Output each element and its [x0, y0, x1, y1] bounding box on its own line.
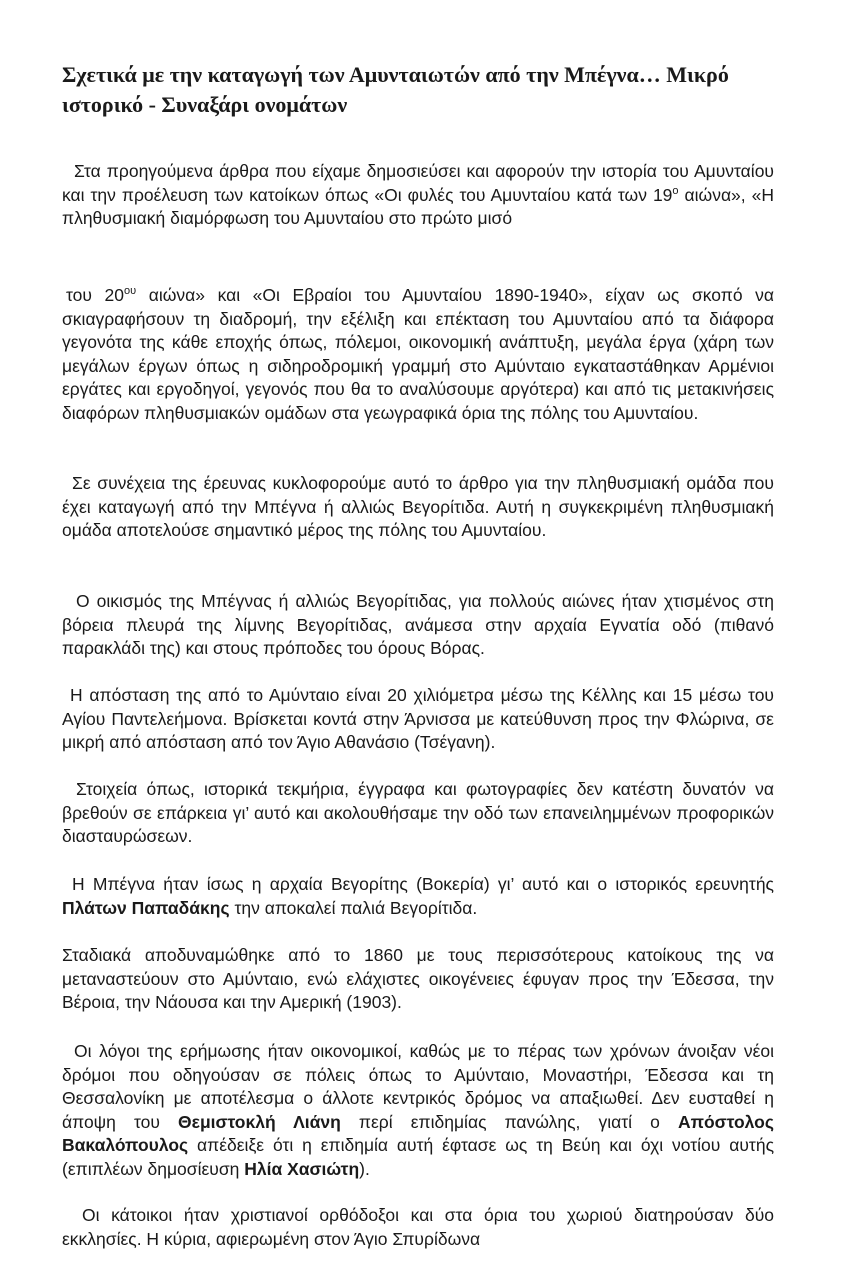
paragraph-9-text-e: ).	[359, 1158, 370, 1179]
paragraph-8: Σταδιακά αποδυναμώθηκε από το 1860 με τους περισσότερους κατοίκους της να μεταναστεύουν στο Αμύνταιο, ενώ ελάχιστες οικογένειες έφυγαν προς την Έδεσσα, την Βέροια, την Νάουσα και την Αμερική (1903).	[62, 945, 774, 1012]
paragraph-9	[62, 1040, 774, 1181]
paragraph-2-superscript: ου	[124, 285, 137, 298]
article-title: Σχετικά με την καταγωγή των Αμυνταιωτών από την Μπέγνα… Μικρό ιστορικό - Συναξάρι ονομάτων	[62, 62, 729, 117]
paragraph-5: Η απόσταση της από το Αμύνταιο είναι 20 χιλιόμετρα μέσω της Κέλλης και 15 μέσω του Αγίου Παντελεήμονα. Βρίσκεται κοντά στην Άρνισσα με κατεύθυνση προς την Φλώρινα, σε μικρή από απόσταση από τον Άγιο Αθανάσιο (Τσέγανη).	[62, 685, 774, 752]
paragraph-1	[62, 160, 774, 231]
paragraph-7	[62, 873, 774, 920]
paragraph-9-text-d: απέδειξε ότι η επιδημία αυτή έφτασε ως τη Βεύη και όχι νοτίου αυτής (επιπλέων δημοσίευση	[62, 1135, 774, 1179]
paragraph-9-text-c: περί επιδημίας πανώλης, γιατί ο	[340, 1111, 678, 1132]
paragraph-9-text-a: Οι λόγοι της ερήμωσης ήταν οικονομικοί, καθώς με το πέρας των χρόνων άνοιξαν νέοι δρόμοι που οδηγούσαν σε πόλεις όπως το Αμύνταιο, Μοναστήρι, Έδεσσα και τη Θεσσαλονίκη με αποτέλεσμα ο άλλοτε κεντρικός δρόμος να απαξιωθεί. Δεν ευσταθεί η άποψη του	[62, 1041, 774, 1132]
paragraph-2	[62, 284, 774, 425]
paragraph-6: Στοιχεία όπως, ιστορικά τεκμήρια, έγγραφα και φωτογραφίες δεν κατέστη δυνατόν να βρεθούν σε επάρκεια γι’ αυτό και ακολουθήσαμε την οδό των επανειλημμένων προφορικών διασταυρώσεων.	[62, 779, 774, 846]
paragraph-7-text-a: Η Μπέγνα ήταν ίσως η αρχαία Βεγορίτης (Βοκερία) γι’ αυτό και ο ιστορικός ερευνητής	[72, 874, 774, 894]
paragraph-10: Οι κάτοικοι ήταν χριστιανοί ορθόδοξοι και στα όρια του χωριού διατηρούσαν δύο εκκλησίες. Η κύρια, αφιερωμένη στον Άγιο Σπυρίδωνα	[62, 1205, 774, 1249]
paragraph-1-text-a: Στα προηγούμενα άρθρα που είχαμε δημοσιεύσει και αφορούν την ιστορία του Αμυνταίου και την προέλευση των κατοίκων όπως «Οι φυλές του Αμυνταίου κατά των 19	[62, 161, 774, 205]
name-ilia-chasioti: Ηλία Χασιώτη	[244, 1158, 360, 1179]
name-themistokli-liani: Θεμιστοκλή Λιάνη	[178, 1111, 341, 1132]
paragraph-1-superscript: ο	[672, 184, 679, 197]
name-platon-papadakis: Πλάτων Παπαδάκης	[62, 897, 230, 918]
name-apostolos-vakalopoulos: Απόστολος Βακαλόπουλος	[62, 1111, 774, 1155]
paragraph-2-text-b: αιώνα» και «Οι Εβραίοι του Αμυνταίου 1890-1940», είχαν ως σκοπό να σκιαγραφήσουν τη διαδρομή, την εξέλιξη και επέκταση του Αμυνταίου από τα διάφορα γεγονότα της κάθε εποχής όπως, πόλεμοι, οικονομική ανάπτυξη, μεγάλα έργα (χάρη των μεγάλων έργων όπως η σιδηροδρομική γραμμή στο Αμύνταιο εγκαταστάθηκαν Αρμένιοι εργάτες και εργοδηγοί, γεγονός που θα το αναλύσουμε αργότερα) και από τις μετακινήσεις διαφόρων πληθυσμιακών ομάδων στα γεωγραφικά όρια της πόλης του Αμυνταίου.	[62, 285, 775, 423]
paragraph-2-text-a: του 20	[66, 285, 125, 305]
paragraph-3: Σε συνέχεια της έρευνας κυκλοφορούμε αυτό το άρθρο για την πληθυσμιακή ομάδα που έχει καταγωγή από την Μπέγνα ή αλλιώς Βεγορίτιδα. Αυτή η συγκεκριμένη πληθυσμιακή ομάδα αποτελούσε σημαντικό μέρος της πόλης του Αμυνταίου.	[62, 473, 774, 540]
paragraph-4: Ο οικισμός της Μπέγνας ή αλλιώς Βεγορίτιδας, για πολλούς αιώνες ήταν χτισμένος στη βόρεια πλευρά της λίμνης Βεγορίτιδας, ανάμεσα στην αρχαία Εγνατία οδό (πιθανό παρακλάδι της) και στους πρόποδες του όρους Βόρας.	[62, 591, 774, 658]
paragraph-1-text-b: αιώνα», «Η πληθυσμιακή διαμόρφωση του Αμυνταίου στο πρώτο μισό	[62, 184, 774, 228]
paragraph-7-text-c: την αποκαλεί παλιά Βεγορίτιδα.	[229, 897, 478, 918]
